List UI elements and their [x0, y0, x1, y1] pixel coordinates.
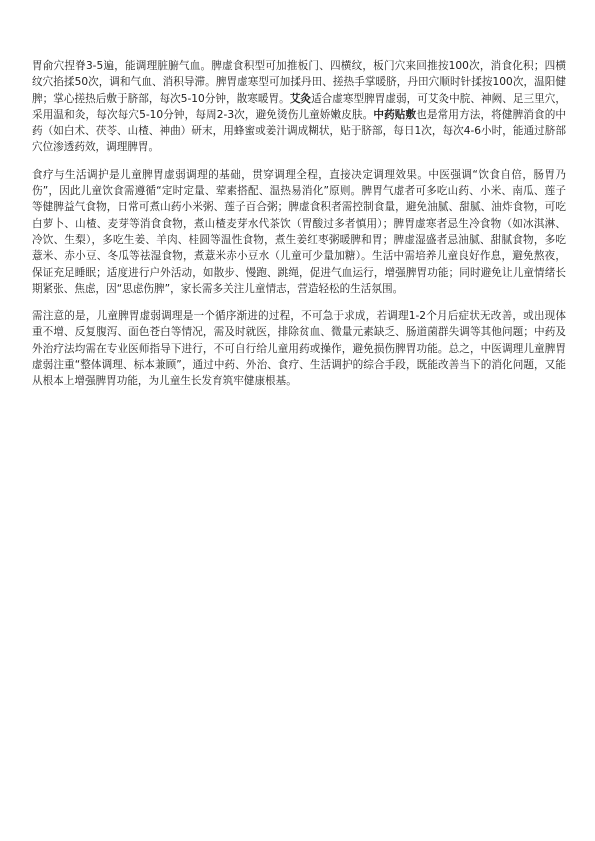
text-run: 适合虚寒型脾胃虚弱，可艾灸中脘、神阙、足三里穴，采用温和灸，每次每穴5-10分钟，每周2-3次，避免烫伤儿童娇嫩皮肤。 — [32, 92, 567, 121]
document-page — [32, 58, 566, 401]
text-run: 需注意的是，儿童脾胃虚弱调理是一个循序渐进的过程，不可急于求成，若调理1-2个月后症状无改善，或出现体重不增、反复腹泻、面色苍白等情况，需及时就医，排除贫血、微量元素缺乏、肠道菌群失调等其他问题；中药及外治疗法均需在专业医师指导下进行，不可自行给儿童用药或操作，避免损伤脾胃功能。总之，中医调理儿童脾胃虚弱注重“整体调理、标本兼顾”，通过中药、外治、食疗、生活调护的综合手段，既能改善当下的消化问题，又能从根本上增强脾胃功能，为儿童生长发育筑牢健康根基。 — [32, 310, 566, 388]
text-run: 食疗与生活调护是儿童脾胃虚弱调理的基础，贯穿调理全程，直接决定调理效果。中医强调“饮食自倍，肠胃乃伤”，因此儿童饮食需遵循“定时定量、荤素搭配、温热易消化”原则。脾胃气虚者可多吃山药、小米、南瓜、莲子等健脾益气食物，日常可煮山药小米粥、莲子百合粥；脾虚食积者需控制食量，避免油腻、甜腻、油炸食物，可吃白萝卜、山楂、麦芽等消食食物，煮山楂麦芽水代茶饮（胃酸过多者慎用）；脾胃虚寒者忌生冷食物（如冰淇淋、冷饮、生梨），多吃生姜、羊肉、桂圆等温性食物，煮生姜红枣粥暖脾和胃；脾虚湿盛者忌油腻、甜腻食物，多吃薏米、赤小豆、冬瓜等祛湿食物，煮薏米赤小豆水（儿童可少量加糖）。生活中需培养儿童良好作息，避免熬夜，保证充足睡眠；适度进行户外活动，如散步、慢跑、跳绳，促进气血运行，增强脾胃功能；同时避免让儿童情绪长期紧张、焦虑，因“思虑伤脾”，家长需多关注儿童情志，营造轻松的生活氛围。 — [32, 168, 566, 295]
bold-term-herbal-patch: 中药贴敷 — [373, 108, 417, 121]
bold-term-moxibustion: 艾灸 — [289, 92, 312, 105]
text-run: 也是常用方法，将健脾消食的中药（如白术、茯苓、山楂、神曲）研末，用蜂蜜或姜汁调成糊状，贴于脐部，每日1次，每次4-6小时，能通过脐部穴位渗透药效，调理脾胃。 — [32, 108, 567, 154]
paragraph-precautions — [32, 308, 566, 389]
text-run: 胃俞穴捏脊3-5遍，能调理脏腑气血。脾虚食积型可加推板门、四横纹，板门穴来回推按100次，消食化积；四横纹穴掐揉50次，调和气血、消积导滞。脾胃虚寒型可加揉丹田、搓热手掌暖脐，丹田穴顺时针揉按100次，温阳健脾；掌心搓热后敷于脐部，每次5-10分钟，散寒暖胃。 — [32, 60, 566, 105]
paragraph-diet-lifestyle — [32, 167, 566, 297]
paragraph-acupoint-therapy — [32, 58, 566, 156]
